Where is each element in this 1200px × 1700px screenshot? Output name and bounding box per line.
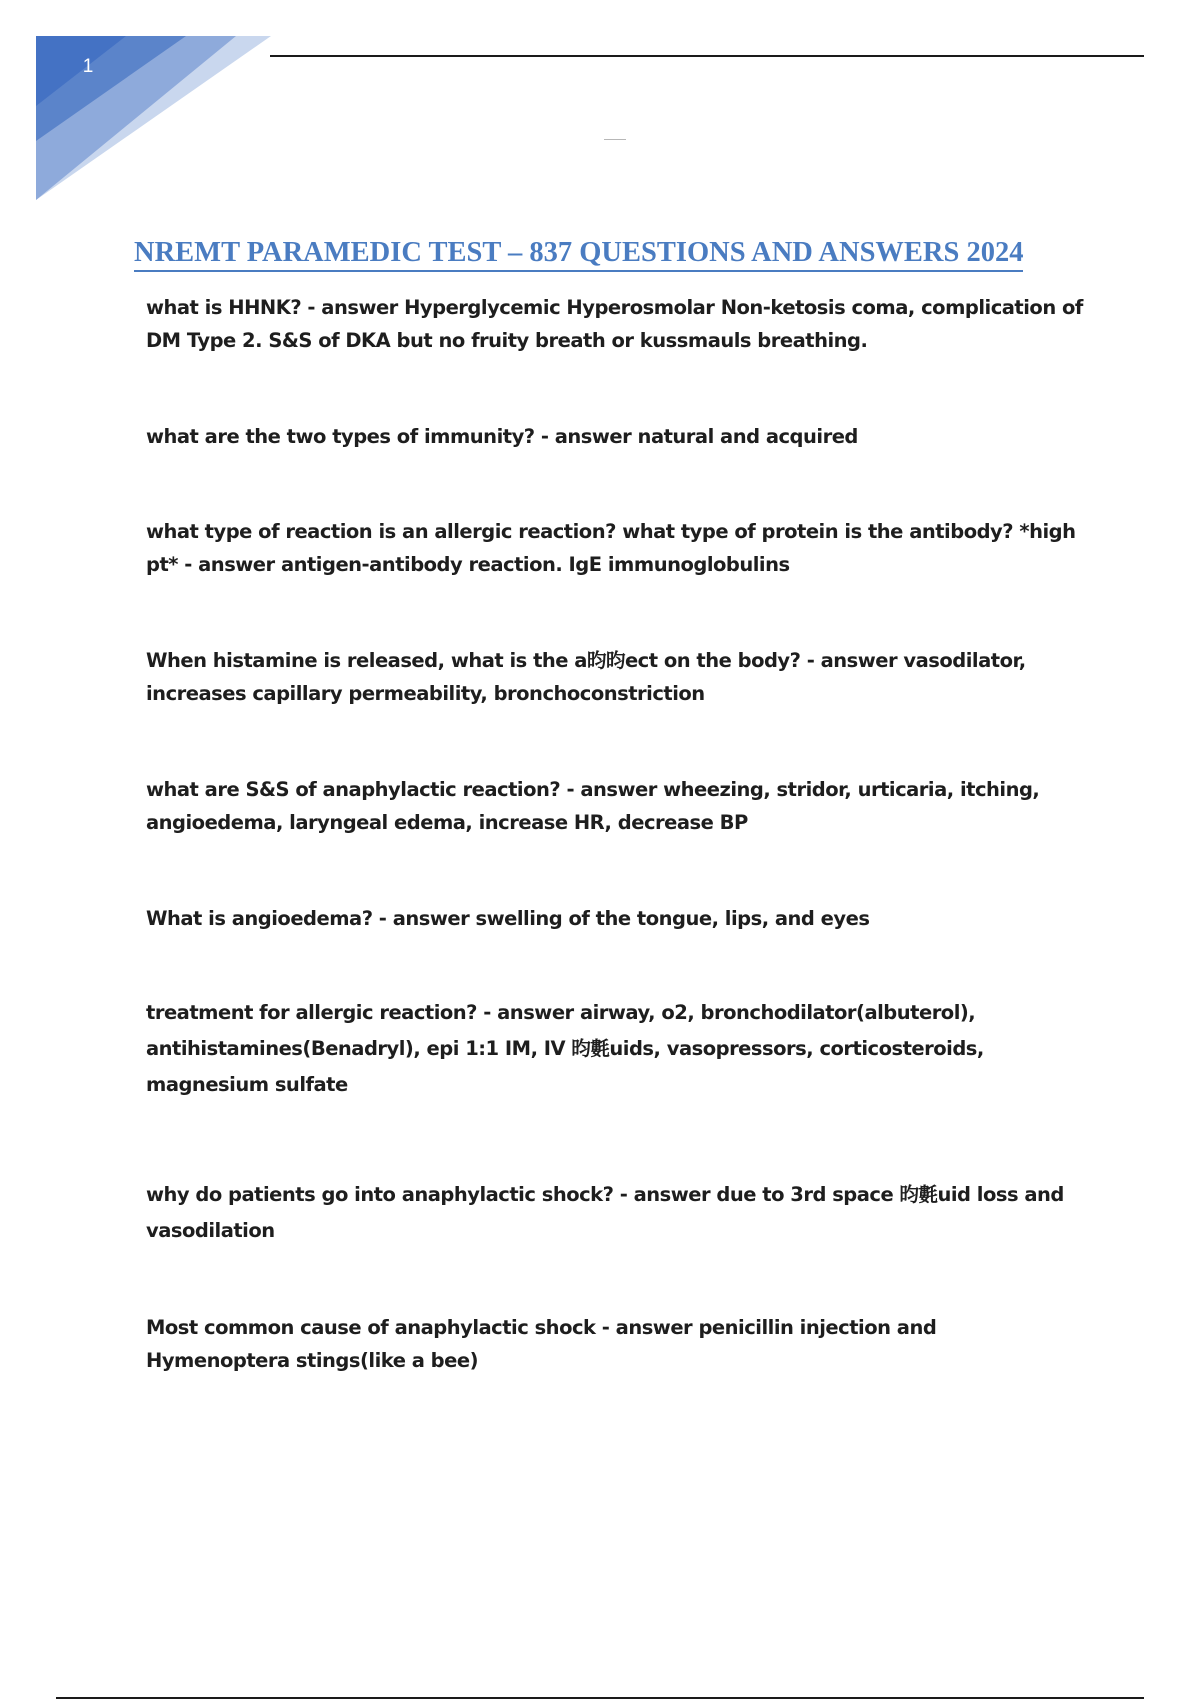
header-rule bbox=[270, 55, 1144, 57]
qa-item-6: What is angioedema? - answer swelling of the tongue, lips, and eyes bbox=[146, 907, 870, 930]
qa-item-8: why do patients go into anaphylactic shock? - answer due to 3rd space 昀氀uid loss and vasodilation bbox=[146, 1183, 1064, 1242]
qa-item-7: treatment for allergic reaction? - answer airway, o2, bronchodilator(albuterol), antihistamines(Benadryl), epi 1:1 IM, IV 昀氀uids, vasopressors, corticosteroids, magnesium sulfate bbox=[146, 1001, 984, 1096]
footer-rule bbox=[56, 1697, 1144, 1699]
document-title: NREMT PARAMEDIC TEST – 837 QUESTIONS AND ANSWERS 2024 bbox=[134, 236, 1023, 272]
qa-item-5: what are S&S of anaphylactic reaction? - answer wheezing, stridor, urticaria, itching, angioedema, laryngeal edema, increase HR, decrease BP bbox=[146, 778, 1040, 834]
header-mark bbox=[604, 139, 626, 140]
qa-item-9: Most common cause of anaphylactic shock - answer penicillin injection and Hymenoptera stings(like a bee) bbox=[146, 1316, 937, 1372]
qa-item-1: what is HHNK? - answer Hyperglycemic Hyperosmolar Non-ketosis coma, complication of DM Type 2. S&S of DKA but no fruity breath or kussmauls breathing. bbox=[146, 296, 1083, 352]
qa-item-2: what are the two types of immunity? - answer natural and acquired bbox=[146, 425, 858, 448]
page-number: 1 bbox=[82, 56, 94, 77]
qa-item-3: what type of reaction is an allergic reaction? what type of protein is the antibody? *high pt* - answer antigen-antibody reaction. IgE immunoglobulins bbox=[146, 520, 1076, 576]
qa-item-4: When histamine is released, what is the a昀昀ect on the body? - answer vasodilator, increases capillary permeability, bronchoconstriction bbox=[146, 649, 1026, 705]
